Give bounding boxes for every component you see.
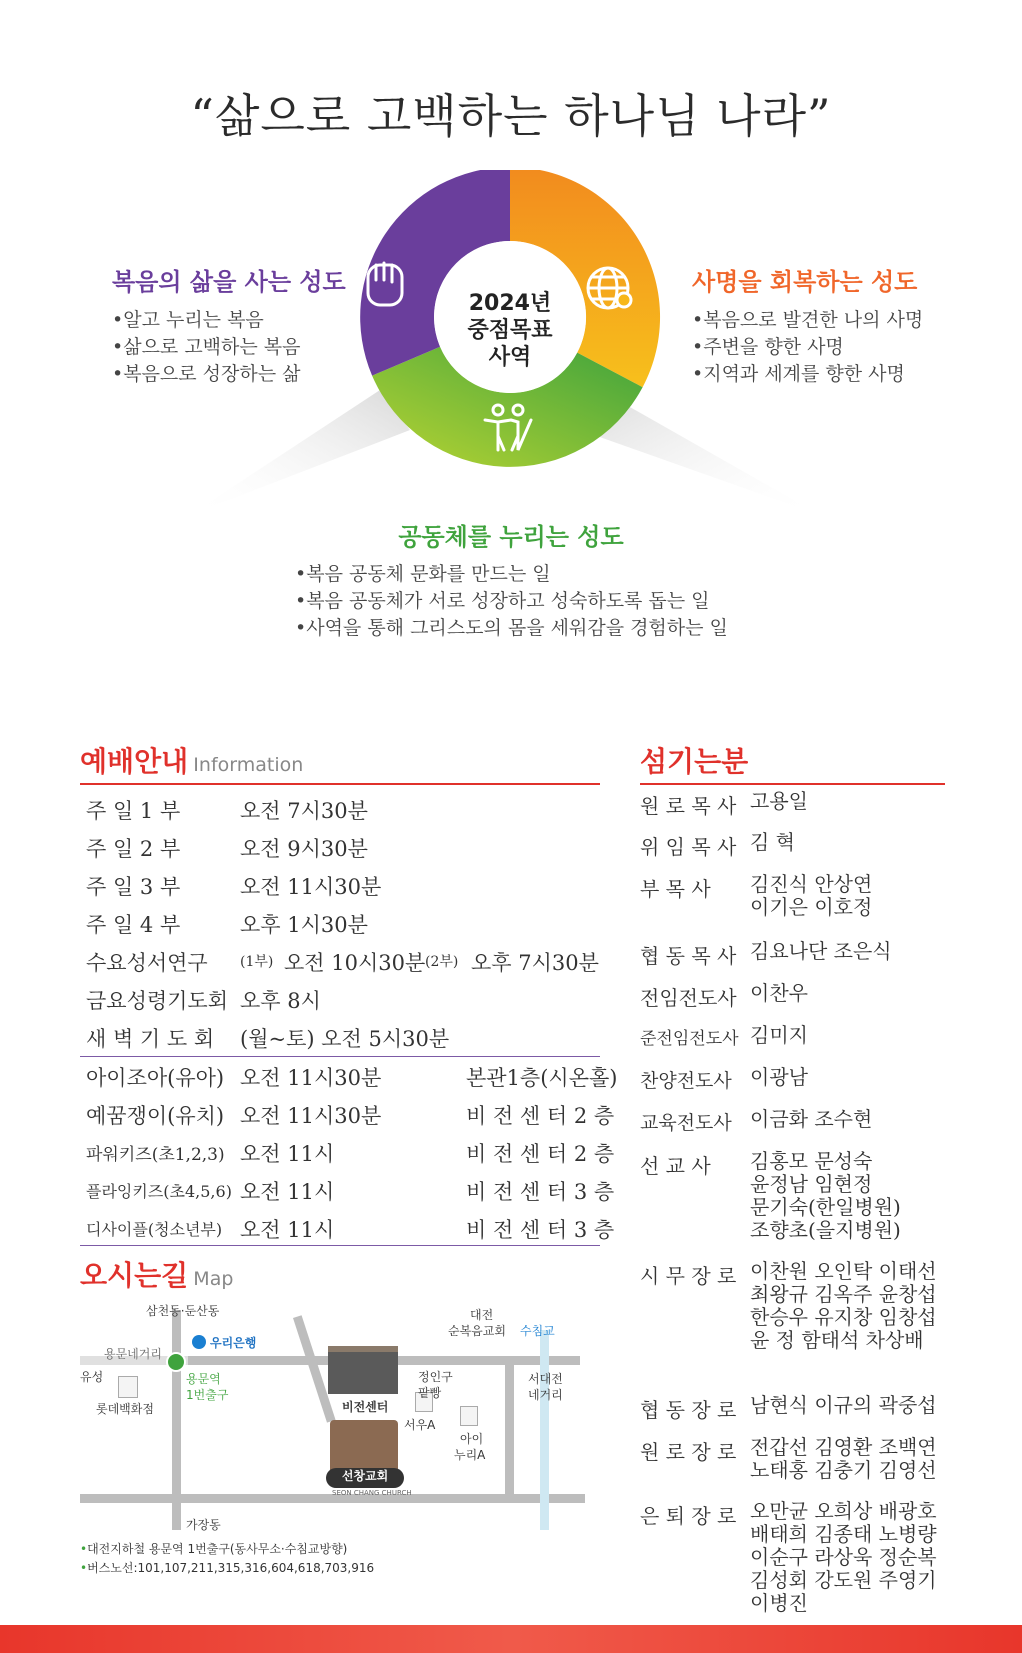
list-item: • 알고 누리는 복음: [112, 307, 300, 334]
staff-role: 위 임 목 사: [640, 835, 737, 859]
map-notes: [80, 1540, 374, 1578]
worship-rule: [80, 783, 600, 785]
worship-header: [80, 740, 600, 780]
service-name: 주 일 1 부: [86, 799, 181, 823]
staff-names: 이금화 조수현: [750, 1107, 873, 1131]
mission-heading: 사명을 회복하는 성도: [692, 268, 918, 296]
staff-names: 이찬원 오인탁 이태선 최왕규 김옥주 윤창섭 한승우 유지창 임창섭 윤 정 함태석 차상배: [750, 1259, 937, 1352]
map-label-lotte: 롯데백화점: [96, 1402, 154, 1416]
dept-place: 비 전 센 터 2 층: [466, 1104, 615, 1128]
map-label-ai1: 아이: [460, 1432, 484, 1446]
staff-names: 남현식 이규의 곽중섭: [750, 1393, 937, 1417]
staff-names: 김요나단 조은식: [750, 939, 892, 963]
service-time: 오전 7시30분: [240, 799, 368, 823]
service-tag: (1부): [240, 954, 274, 970]
bank-logo-icon: [192, 1335, 206, 1349]
map-label-seodaejeon2: 네거리: [528, 1388, 563, 1402]
map-label-jeongin1: 정인구: [418, 1370, 453, 1384]
map-label-seowoo: 서우A: [404, 1418, 436, 1432]
dept-place: 비 전 센 터 2 층: [466, 1142, 615, 1166]
table-row: [80, 1023, 600, 1060]
map-label-sucheom: 수침교: [520, 1324, 555, 1338]
page-title: “삶으로 고백하는 하나님 나라”: [190, 89, 832, 143]
map-header: [80, 1254, 233, 1294]
youth-bottom-divider: [80, 1245, 600, 1246]
service-time: (월~토) 오전 5시30분: [240, 1027, 450, 1051]
dept-time: 오전 11시30분: [240, 1066, 382, 1090]
staff-role: 준전임전도사: [640, 1029, 739, 1049]
list-item: • 사역을 통해 그리스도의 몸을 세워감을 경험하는 일: [295, 615, 728, 642]
staff-names: 김미지: [750, 1023, 808, 1047]
dept-time: 오전 11시: [240, 1180, 335, 1204]
map-label-yongmun-cross: 용문네거리: [104, 1347, 162, 1361]
service-time: 오후 7시30분: [471, 951, 599, 975]
staff-rule: [640, 783, 945, 785]
list-item: • 복음 공동체 문화를 만드는 일: [295, 561, 728, 588]
staff-role: 은 퇴 장 로: [640, 1504, 737, 1528]
table-row: [80, 833, 600, 870]
map-label-gajang: 가장동: [186, 1518, 221, 1532]
list-item: • 지역과 세계를 향한 사명: [692, 361, 923, 388]
staff-names: 오만균 오희상 배광호 배태희 김종태 노병량 이순구 라상욱 정순복 김성회 강도원 주영기 이병진: [750, 1499, 937, 1615]
dept-place: 비 전 센 터 3 층: [466, 1180, 615, 1204]
dept-name: 플라잉키즈(초4,5,6): [86, 1182, 232, 1201]
staff-names: 김홍모 문성숙 윤정남 임현정 문기숙(한일병원) 조향초(을지병원): [750, 1149, 901, 1242]
gospel-heading: 복음의 삶을 사는 성도: [112, 268, 346, 296]
staff-role: 전임전도사: [640, 986, 737, 1010]
map-label-ai2: 누리A: [454, 1448, 486, 1462]
map-label-exit: 1번출구: [186, 1388, 229, 1402]
staff-role: 협 동 목 사: [640, 944, 737, 968]
service-name: 수요성서연구: [86, 951, 208, 975]
map-label-soonbok: 순복음교회: [448, 1324, 506, 1338]
staff-role: 찬양전도사: [640, 1070, 732, 1092]
center-line2: 중점목표: [467, 318, 553, 343]
table-row: [80, 909, 600, 946]
map-label-yuseong: 유성: [80, 1370, 104, 1384]
service-time: 오후 1시30분: [240, 913, 368, 937]
dept-time: 오전 11시: [240, 1142, 335, 1166]
table-row: [80, 985, 600, 1022]
church-badge: [326, 1468, 404, 1488]
footer-bar: [0, 1625, 1022, 1653]
list-item: • 복음으로 성장하는 삶: [112, 361, 300, 388]
list-item: • 복음 공동체가 서로 성장하고 성숙하도록 돕는 일: [295, 588, 728, 615]
donut-center: [434, 241, 586, 393]
map-subtitle: Map: [193, 1268, 234, 1290]
road-vertical-right: [505, 1356, 514, 1502]
map-label-woori: 우리은행: [210, 1336, 257, 1350]
vision-center-building-icon: [328, 1346, 398, 1394]
staff-role: 선 교 사: [640, 1154, 711, 1178]
church-name-en: SEON CHANG CHURCH: [332, 1489, 412, 1497]
staff-names: 김진식 안상연 이기은 이호정: [750, 872, 873, 919]
shadow-left: [190, 390, 410, 515]
dept-time: 오전 11시30분: [240, 1104, 382, 1128]
staff-names: 김 혁: [750, 830, 795, 854]
location-map: [80, 1300, 600, 1532]
dept-name: 디사이플(청소년부): [86, 1220, 223, 1239]
service-time: 오후 8시: [240, 989, 321, 1013]
service-name: 금요성령기도회: [86, 989, 229, 1013]
gospel-list: [112, 307, 300, 388]
service-name: 주 일 2 부: [86, 837, 181, 861]
table-row: [80, 871, 600, 908]
community-heading: 공동체를 누리는 성도: [398, 523, 624, 551]
list-item: • 주변을 향한 사명: [692, 334, 923, 361]
staff-role: 원 로 장 로: [640, 1440, 737, 1464]
table-row: [80, 1100, 615, 1137]
worship-subtitle: Information: [193, 754, 304, 776]
stream: [540, 1330, 549, 1530]
center-line3: 사역: [488, 345, 532, 370]
map-label-samcheon: 삼천동·둔산동: [146, 1304, 220, 1318]
subway-icon: [166, 1352, 186, 1372]
service-time: 오전 9시30분: [240, 837, 368, 861]
staff-role: 시 무 장 로: [640, 1264, 737, 1288]
staff-role: 교육전도사: [640, 1112, 732, 1134]
service-time: 오전 10시30분: [284, 951, 426, 975]
table-row: [80, 1062, 618, 1099]
table-row: [80, 1176, 615, 1213]
dept-name: 예꿈쟁이(유치): [86, 1104, 225, 1128]
dept-name: 파워키즈(초1,2,3): [86, 1145, 225, 1165]
list-item: • 복음으로 발견한 나의 사명: [692, 307, 923, 334]
staff-names: 전갑선 김영환 조백연 노태홍 김충기 김영선: [750, 1435, 937, 1482]
community-list: [295, 561, 728, 642]
service-time: 오전 11시30분: [240, 875, 382, 899]
mission-list: [692, 307, 923, 388]
table-row: [80, 947, 600, 984]
dept-place: 본관1층(시온홀): [466, 1066, 618, 1090]
service-name: 새 벽 기 도 회: [86, 1027, 215, 1051]
staff-title: 섬기는분: [640, 745, 749, 778]
worship-title: 예배안내: [80, 745, 189, 778]
ai-nuri-building-icon: [460, 1406, 478, 1426]
youth-divider: [80, 1056, 600, 1057]
staff-role: 협 동 장 로: [640, 1398, 737, 1422]
map-label-vision: 비전센터: [342, 1400, 389, 1414]
list-item: • 삶으로 고백하는 복음: [112, 334, 300, 361]
map-label-seodaejeon1: 서대전: [528, 1372, 563, 1386]
service-name: 주 일 4 부: [86, 913, 181, 937]
dept-place: 비 전 센 터 3 층: [466, 1218, 615, 1242]
service-name: 주 일 3 부: [86, 875, 181, 899]
map-label-station: 용문역: [186, 1372, 221, 1386]
dept-name: 아이조아(유아): [86, 1066, 225, 1090]
center-line1: 2024년: [468, 291, 552, 316]
map-title: 오시는길: [80, 1259, 189, 1292]
church-name: 선창교회: [341, 1469, 389, 1483]
map-label-jeongin2: 팥빵: [418, 1386, 442, 1400]
map-note: •버스노선:101,107,211,315,316,604,618,703,916: [80, 1561, 375, 1575]
map-label-daejeon: 대전: [470, 1308, 494, 1322]
service-tag: (2부): [425, 954, 459, 970]
staff-names: 이광남: [750, 1065, 808, 1089]
lotte-building-icon: [118, 1376, 138, 1398]
staff-names: 고용일: [750, 789, 808, 813]
dept-time: 오전 11시: [240, 1218, 335, 1242]
table-row: [80, 1138, 615, 1175]
map-note: •대전지하철 용문역 1번출구(동사무소·수침교방향): [80, 1542, 348, 1556]
staff-role: 원 로 목 사: [640, 794, 737, 818]
table-row: [80, 795, 600, 832]
staff-names: 이찬우: [750, 981, 808, 1005]
staff-role: 부 목 사: [640, 877, 711, 901]
